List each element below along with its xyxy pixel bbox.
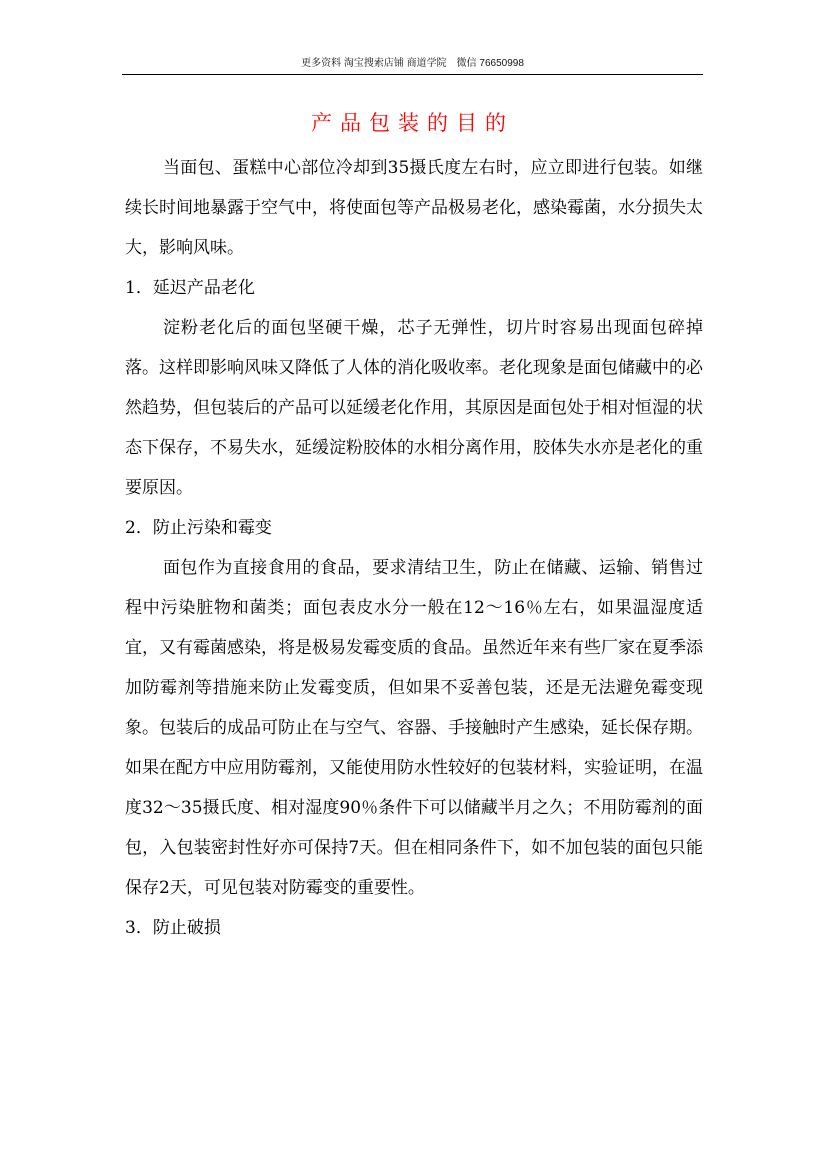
section-heading-1: 1．延迟产品老化 (125, 278, 255, 298)
intro-paragraph: 当面包、蛋糕中心部位冷却到35摄氏度左右时，应立即进行包装。如继续长时间地暴露于空气中，将使面包等产品极易老化，感染霉菌，水分损失太大，影响风味。 (125, 158, 703, 258)
section-1-paragraph: 淀粉老化后的面包坚硬干燥，芯子无弹性，切片时容易出现面包碎掉落。这样即影响风味又降低了人体的消化吸收率。老化现象是面包储藏中的必然趋势，但包装后的产品可以延缓老化作用，其原因是面包处于相对恒湿的状态下保存，不易失水，延缓淀粉胶体的水相分离作用，胶体失水亦是老化的重要原因。 (125, 318, 703, 498)
document-title: 产品包装的目的 (311, 111, 514, 135)
section-2-paragraph: 面包作为直接食用的食品，要求清结卫生，防止在储藏、运输、销售过程中污染脏物和菌类；面包表皮水分一般在12～16％左右，如果温湿度适宜，又有霉菌感染，将是极易发霉变质的食品。虽然近年来有些厂家在夏季添加防霉剂等措施来防止发霉变质，但如果不妥善包装，还是无法避免霉变现象。包装后的成品可防止在与空气、容器、手接触时产生感染，延长保存期。如果在配方中应用防霉剂，又能使用防水性较好的包装材料，实验证明，在温度32～35摄氏度、相对湿度90％条件下可以储藏半月之久；不用防霉剂的面包，入包装密封性好亦可保持7天。但在相同条件下，如不加包装的面包只能保存2天，可见包装对防霉变的重要性。 (125, 558, 703, 898)
section-heading-3: 3．防止破损 (125, 918, 221, 938)
document-body (125, 148, 703, 948)
header-divider (122, 74, 703, 75)
page-header: 更多资料 淘宝搜索店铺 商道学院 微信 76650998 (301, 58, 524, 69)
section-heading-2: 2．防止污染和霉变 (125, 518, 272, 538)
